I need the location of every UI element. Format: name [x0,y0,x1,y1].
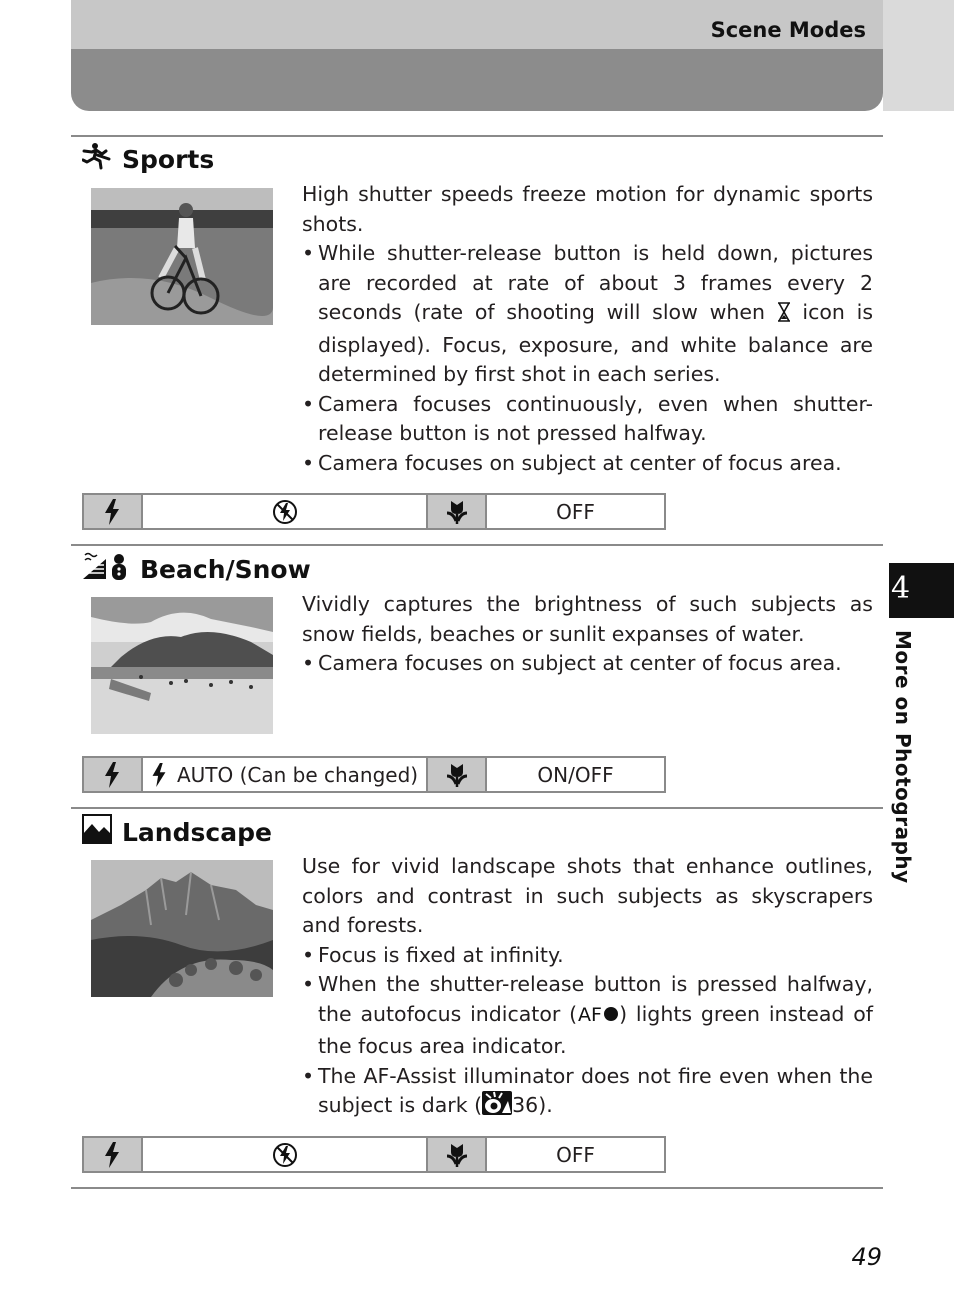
header-band [71,49,883,111]
page-number: 49 [851,1243,882,1271]
section-title-sports [82,142,214,176]
flash-icon [104,499,120,525]
flash-icon [104,1142,120,1168]
section-title-text: Landscape [122,817,272,847]
list-item [302,1062,873,1124]
landscape-intro: Use for vivid landscape shots that enhance outlines, colors and contrast in such subjects as skyscrapers and forests. [302,854,873,937]
hourglass-icon [777,301,791,331]
flash-off-icon [272,1142,298,1168]
macro-header [428,495,487,528]
bullet-text: While shutter-release button is held down, pictures are recorded at rate of about 3 frames every 2 seconds (rate of shooting will slow when [318,241,873,324]
af-indicator-icon [577,1002,619,1033]
chapter-tab [889,563,954,618]
sports-description [302,180,873,478]
section-title-text: Sports [122,144,215,174]
bullet-text: icon is displayed). Focus, exposure, and white balance are determined by first shot in each series. [318,300,873,386]
section-divider [71,807,883,809]
section-divider [71,1187,883,1189]
chapter-number: 4 [891,571,911,606]
flash-mode-header [84,1138,143,1171]
landscape-description [302,852,873,1124]
sports-intro: High shutter speeds freeze motion for dynamic sports shots. [302,182,873,236]
list-item [302,970,873,1062]
reference-eye-icon [482,1091,512,1124]
settings-table-landscape [82,1136,666,1173]
landscape-icon [82,814,112,850]
flash-mode-value [143,1138,429,1171]
flash-mode-header [84,495,143,528]
flash-mode-value [143,758,429,791]
flash-mode-value [143,495,429,528]
bullet-text: ) lights green instead of the focus area indicator. [318,1001,873,1058]
macro-value: OFF [556,1142,595,1167]
chapter-label: More on Photography [891,630,915,884]
sports-icon [82,142,112,176]
list-item: • Focus is fixed at infinity. [302,941,873,971]
bullet-text: When the shutter-release button is pressed halfway, the autofocus indicator ( [318,972,873,1026]
beach-description [302,590,873,679]
landscape-photo [91,860,273,997]
section-title-text: Beach/Snow [140,554,311,584]
beach-snow-icon [82,551,130,587]
macro-value: OFF [556,499,595,524]
macro-flower-icon [445,1142,469,1168]
flash-value-text: AUTO (Can be changed) [176,762,419,787]
macro-header [428,1138,487,1171]
flash-mode-header [84,758,143,791]
flash-off-icon [272,499,298,525]
flash-icon [151,763,167,787]
sports-photo [91,188,273,325]
list-item: • Camera focuses on subject at center of focus area. [302,649,873,679]
bullet-text: 36). [512,1093,553,1117]
header-corner-tab [883,0,954,111]
section-title-landscape [82,814,272,850]
macro-value: ON/OFF [537,762,614,787]
macro-flower-icon [445,499,469,525]
list-item [302,239,873,390]
bullet-text: The AF-Assist illuminator does not fire even when the subject is dark ( [318,1063,873,1117]
beach-photo [91,597,273,734]
section-divider [71,135,883,137]
beach-intro: Vividly captures the brightness of such subjects as snow fields, beaches or sunlit expanses of water. [302,592,873,646]
list-item: • Camera focuses continuously, even when shutter-release button is not pressed halfway. [302,390,873,449]
svg-text:AF: AF [578,1003,603,1024]
section-divider [71,544,883,546]
settings-table-sports [82,493,666,530]
list-item: • Camera focuses on subject at center of focus area. [302,449,873,479]
flash-icon [104,762,120,788]
macro-header [428,758,487,791]
macro-flower-icon [445,762,469,788]
settings-table-beach-snow [82,756,666,793]
page-header-title: Scene Modes [710,18,866,42]
section-title-beach-snow [82,551,311,587]
